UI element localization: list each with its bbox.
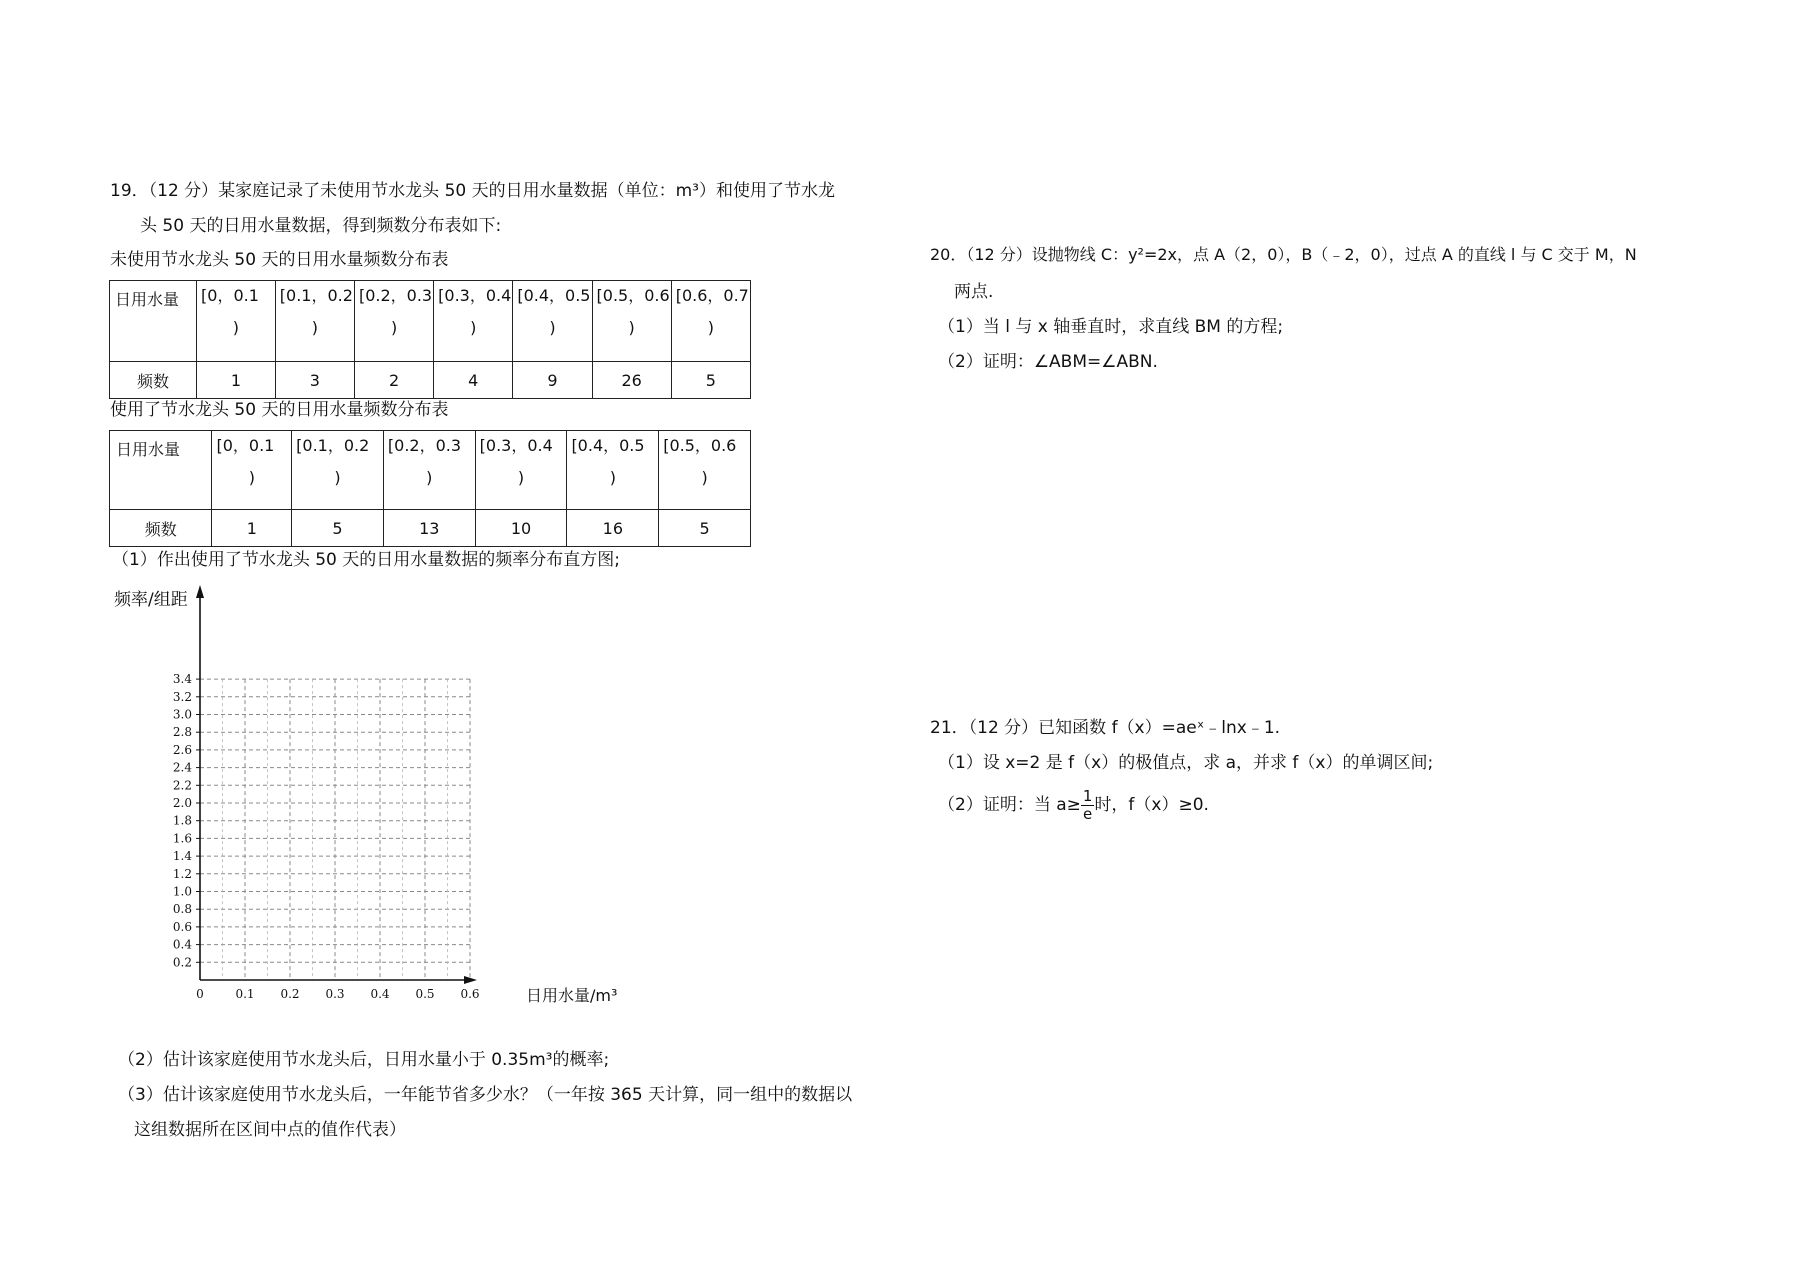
- table2-count: 5: [659, 510, 751, 547]
- x-tick-label: 0.1: [235, 987, 255, 1001]
- x-tick-label: 0.6: [460, 987, 480, 1001]
- table1-count: 2: [354, 362, 433, 399]
- y-tick-label: 3.0: [172, 707, 192, 722]
- y-tick-label: 0.4: [172, 937, 192, 952]
- q19-line1: 19．（12 分）某家庭记录了未使用节水龙头 50 天的日用水量数据（单位：m³）和使用了节水龙: [110, 181, 835, 201]
- q21-part2: [938, 785, 1209, 825]
- q21-line1: 21．（12 分）已知函数 f（x）=aeˣ﹣lnx﹣1.: [930, 718, 1281, 738]
- q19-part3-line2: 这组数据所在区间中点的值作代表）: [134, 1120, 406, 1140]
- table-without-faucet: [109, 280, 751, 399]
- chart-ticks: [173, 672, 480, 1001]
- y-tick-label: 3.2: [172, 689, 192, 704]
- q20-line2: 两点.: [954, 282, 994, 302]
- table1-interval: [0.3，0.4 ): [434, 281, 513, 362]
- fraction-numerator: 1: [1082, 786, 1093, 805]
- table2-count: 1: [212, 510, 292, 547]
- table1-interval: [0，0.1 ): [197, 281, 276, 362]
- table1-row-header: 日用水量: [110, 281, 197, 362]
- y-axis-label: 频率/组距: [114, 590, 188, 610]
- table2-row-header: 日用水量: [110, 431, 212, 510]
- table1-count: 26: [592, 362, 671, 399]
- table2-title: 使用了节水龙头 50 天的日用水量频数分布表: [110, 400, 449, 420]
- x-tick-label: 0.3: [325, 987, 345, 1001]
- table2-count-header: 频数: [110, 510, 212, 547]
- y-tick-label: 0.6: [172, 919, 192, 934]
- table1-count: 3: [275, 362, 354, 399]
- y-tick-label: 2.6: [172, 742, 192, 757]
- y-tick-label: 1.2: [172, 866, 192, 881]
- y-tick-label: 1.6: [172, 831, 192, 846]
- table1-count-header: 频数: [110, 362, 197, 399]
- q21-part2-suffix: 时，f（x）≥0.: [1094, 795, 1209, 815]
- fraction-one-over-e: [1081, 788, 1095, 823]
- x-axis-arrow: [464, 976, 477, 984]
- table1-interval: [0.5，0.6 ): [592, 281, 671, 362]
- table1-title: 未使用节水龙头 50 天的日用水量频数分布表: [110, 250, 449, 270]
- table2-interval: [0，0.1 ): [212, 431, 292, 510]
- y-tick-label: 1.4: [172, 849, 192, 864]
- y-axis-arrow: [196, 585, 204, 598]
- table1-count: 4: [434, 362, 513, 399]
- y-tick-label: 2.4: [172, 760, 192, 775]
- chart-axes: [196, 585, 477, 984]
- table1-interval: [0.6，0.7 ): [671, 281, 750, 362]
- q19-part2: （2）估计该家庭使用节水龙头后，日用水量小于 0.35m³的概率;: [118, 1050, 610, 1070]
- x-axis-label: 日用水量/m³: [526, 986, 618, 1005]
- histogram-chart: [100, 580, 640, 1020]
- y-tick-label: 0.2: [172, 955, 192, 970]
- q21-part1: （1）设 x=2 是 f（x）的极值点，求 a，并求 f（x）的单调区间;: [938, 753, 1434, 773]
- q20-part1: （1）当 l 与 x 轴垂直时，求直线 BM 的方程;: [938, 317, 1284, 337]
- y-tick-label: 0.8: [172, 902, 192, 917]
- y-tick-label: 2.8: [172, 725, 192, 740]
- x-tick-label: 0.4: [370, 987, 390, 1001]
- y-tick-label: 2.0: [172, 796, 192, 810]
- table2-count: 13: [383, 510, 475, 547]
- table1-interval: [0.4，0.5 ): [513, 281, 592, 362]
- q20-line1: 20．（12 分）设抛物线 C：y²=2x，点 A（2，0），B（﹣2，0），过点 A 的直线 l 与 C 交于 M，N: [930, 245, 1637, 264]
- chart-grid: [200, 679, 470, 980]
- table2-interval: [0.3，0.4 ): [475, 431, 567, 510]
- y-tick-label: 3.4: [172, 672, 192, 687]
- x-tick-label: 0.5: [415, 987, 435, 1001]
- q19-part1: （1）作出使用了节水龙头 50 天的日用水量数据的频率分布直方图;: [112, 550, 620, 570]
- table2-count: 10: [475, 510, 567, 547]
- y-tick-label: 2.2: [172, 778, 192, 793]
- y-tick-label: 1.8: [172, 813, 192, 828]
- q19-line2: 头 50 天的日用水量数据，得到频数分布表如下:: [140, 216, 502, 236]
- table2-interval: [0.2，0.3 ): [383, 431, 475, 510]
- q20-part2: （2）证明：∠ABM=∠ABN.: [938, 352, 1158, 372]
- table2-interval: [0.5，0.6 ): [659, 431, 751, 510]
- table1-count: 5: [671, 362, 750, 399]
- table2-count: 5: [292, 510, 384, 547]
- fraction-denominator: e: [1083, 804, 1093, 823]
- table2-interval: [0.4，0.5 ): [567, 431, 659, 510]
- x-tick-label: 0: [196, 987, 204, 1001]
- table2-interval: [0.1，0.2 ): [292, 431, 384, 510]
- table1-interval: [0.1，0.2 ): [275, 281, 354, 362]
- y-tick-label: 1.0: [172, 884, 192, 899]
- q19-part3-line1: （3）估计该家庭使用节水龙头后，一年能节省多少水？（一年按 365 天计算，同一组中的数据以: [118, 1085, 853, 1105]
- table-with-faucet: [109, 430, 751, 547]
- table1-interval: [0.2，0.3 ): [354, 281, 433, 362]
- table2-count: 16: [567, 510, 659, 547]
- table1-count: 9: [513, 362, 592, 399]
- q21-part2-prefix: （2）证明：当 a≥: [938, 795, 1081, 815]
- table1-count: 1: [197, 362, 276, 399]
- x-tick-label: 0.2: [280, 987, 300, 1001]
